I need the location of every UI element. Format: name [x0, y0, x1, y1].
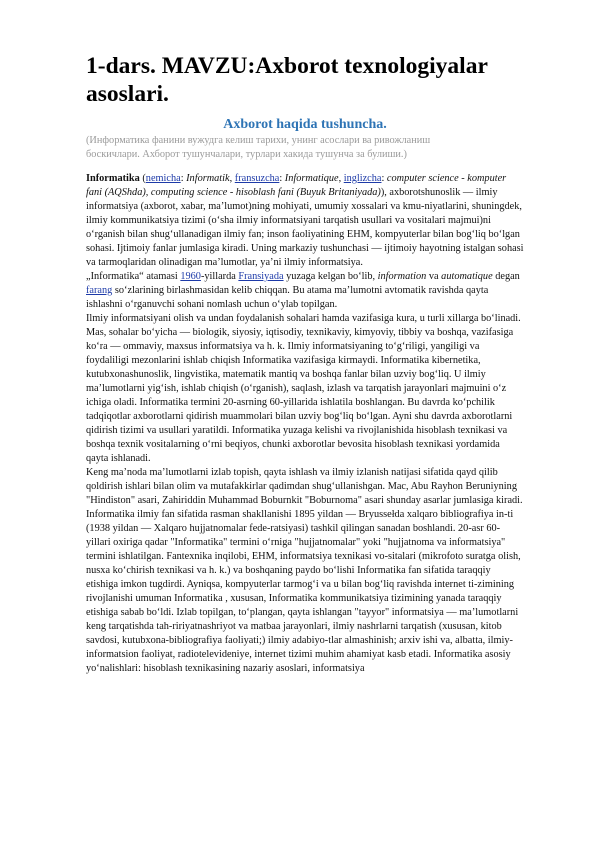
word-informatique: Informatique	[284, 173, 339, 184]
word-informatik: Informatik	[186, 173, 230, 184]
link-1960[interactable]: 1960	[180, 271, 201, 282]
page-title: 1-dars. MAVZU:Axborot texnologiyalar asoslari.	[86, 53, 488, 107]
body-paragraph: Ilmiy informatsiyani olish va undan foydalanish sohalari hamda vazifasiga kura, u turli xillarga bo‘linadi. Mas, sohalar bo‘yicha — biologik, siyosiy, iqtisodiy, texnikaviy, kimyoviy, tibbiy va boshqa, vazifasiga ko‘ra — ommaviy, maxsus informatsiya va h. k. Ilmiy informatsiyaning to‘g‘riligi, yangiligi va foydaliligi mezonlarini ishlab chiqish Informatika vazifasiga kirmaydi. Informatika kibernetika, kutubxonashunoslik, lingvistika, matematik mantiq va boshqa fanlar bilan uzviy bog‘liq. U ilmiy ma’lumotlarni yig‘ish, ishlab chiqish (o‘rganish), saqlash, izlash va tarqatish jarayonlari majmuini o‘z ichiga oladi. Informatika termini 20-asrning 60-yillarida ishlatila boshlangan. Bu davrda ko‘pchilik tadqiqotlar axborotlarni qidirish muammolari bilan uzviy bog‘liq bo‘lgan. Ayni shu davrda axborotlarni qidirish tizimi va usullari yaratildi. Informatika yuzaga kelishi va rivojlanishida hisoblash texnikasi va boshqa texnik vositalarning o‘rni beqiyos, chunki axborotlar bevosita hisoblash texnikasi yordamida qayta ishlanadi.	[86, 313, 521, 464]
text-fragment: „Informatika“ atamasi	[86, 271, 181, 282]
text-fragment: va	[426, 271, 442, 282]
link-farang[interactable]: farang	[86, 285, 113, 296]
text-fragment: :	[381, 173, 387, 184]
faded-line: (Информатика фанини вужудга келиш тарихи, унинг асослари ва ривожланиш	[86, 135, 431, 146]
link-inglizcha[interactable]: inglizcha	[343, 173, 382, 184]
text-fragment: yuzaga kelgan bo‘lib,	[283, 271, 378, 282]
term-informatika: Informatika	[86, 173, 140, 184]
body-paragraph: Keng ma’noda ma’lumotlarni izlab topish, qayta ishlash va ilmiy izlanish natijasi sifatida qayd qilib qoldirish ishlari bilan olim va mutafakkirlar qadimdan shug‘ullanishgan. Mac, Abu Rayhon Beruniyning "Hindiston" asari, Zahiriddin Muhammad Boburnkit "Boburnoma" asari shunday asarlar jumlasiga kiradi. Informatika ilmiy fan sifatida rasman shakllanishi 1895 yildan — Bryussełda xalqaro bibliografiya in-ti (1938 yildan — Xalqaro hujjatnomalar fede-ratsiyasi) tashkil qilingan sanadan boshlandi. 20-asr 60-yillari oxiriga qadar "Informatika" termini o‘rniga "hujjatnomalar" yoki "hujjatnoma va informatsiya" termini ishlatilgan. Fantexnika inqilobi, EHM, informatsiya texnikasi vo-sitalari (mikrofoto suratga olish, nusxa ko‘chirish texnikasi va h. k.) va boshqaning paydo bo‘lishi Informatika fan sifatida taraqqiy etishiga imkon tugdirdi. Ayniqsa, kompyuterlar tarmog‘i va u bilan bog‘liq ravishda internet ti-zimining rivojlanishi umuman Informatika , xususan, Informatika kommunikatsiya tizimining yanada taraqqiy etishiga sabab bo‘ldi. Izlab topilgan, to‘plangan, qayta ishlangan "tayyor" informatsiya — ma’lumotlarni keng tarqatishda tah-ririyatnashriyot va matbaa jarayonlari, ilmiy nashrlarni tarqatish (xususan, kitob savdosi, kutubxona-bibliografiya faoliyati;) ilmiy adabiyo-tlar almashinish; arxiv ishi va, albatta, ilmiy-informatsion faoliyat, radiotelevideniye, internet tizimi muhim ahamiyat kasb etadi. Informatika asosiy yo‘nalishlari: hisoblash texnikasining nazariy asoslari, informatsiya	[86, 467, 523, 674]
text-fragment: ), axborotshunoslik — ilmiy informatsiya (axborot, xabar, ma’lumot)ning mohiyati, umumiy xossalari va kmu-niyatlarini, shuningdek, ilmiy kommunikatsiya tizimi (o‘sha ilmiy informatsiyani tarqatish usullari va vositalari majmui)ni o‘rganish bilan shug‘ullanadigan ilmiy fan; inson faoliyatining EHM, kompyuterlar bilan bog‘liq bo‘lgan sohasi. Ijtimoiy fanlar jumlasiga kiradi. Uning markaziy tushunchasi — ijtimoiy hayotning istalgan sohasi va tarmoqlaridan olinadigan ma’lumotlar, ya’ni ilmiy informatsiya.	[86, 187, 524, 268]
text-fragment: ,	[229, 173, 235, 184]
word-information: information	[377, 271, 427, 282]
intro-paragraph	[86, 172, 524, 270]
faded-russian-note	[86, 134, 524, 162]
faded-line: боскичлари. Ахборот тушунчалари, турлари хакида тушунча за булиши.)	[86, 149, 407, 160]
article-body	[86, 172, 524, 676]
text-fragment: (	[139, 173, 146, 184]
text-fragment: degan	[492, 271, 520, 282]
origin-paragraph	[86, 270, 524, 312]
word-automatique: automatique	[441, 271, 493, 282]
text-fragment: :	[180, 173, 187, 184]
link-fransiyada[interactable]: Fransiyada	[238, 271, 284, 282]
text-fragment: -yillarda	[200, 271, 239, 282]
link-nemicha[interactable]: nemicha	[145, 173, 181, 184]
word-computer-science: computer science - komputer fani (AQShda), computing science - hisoblash fani (Buyuk Britaniyada)	[86, 173, 507, 198]
text-fragment: ,	[338, 173, 344, 184]
link-fransuzcha[interactable]: fransuzcha	[234, 173, 280, 184]
section-subtitle: Axborot haqida tushuncha.	[223, 117, 387, 132]
text-fragment: :	[279, 173, 285, 184]
text-fragment: so‘zlarining birlashmasidan kelib chiqqan. Bu atama ma’lumotni avtomatik ravishda qayta ishlashni o‘rganuvchi sohani nomlash uchun o‘ylab topilgan.	[86, 285, 489, 310]
